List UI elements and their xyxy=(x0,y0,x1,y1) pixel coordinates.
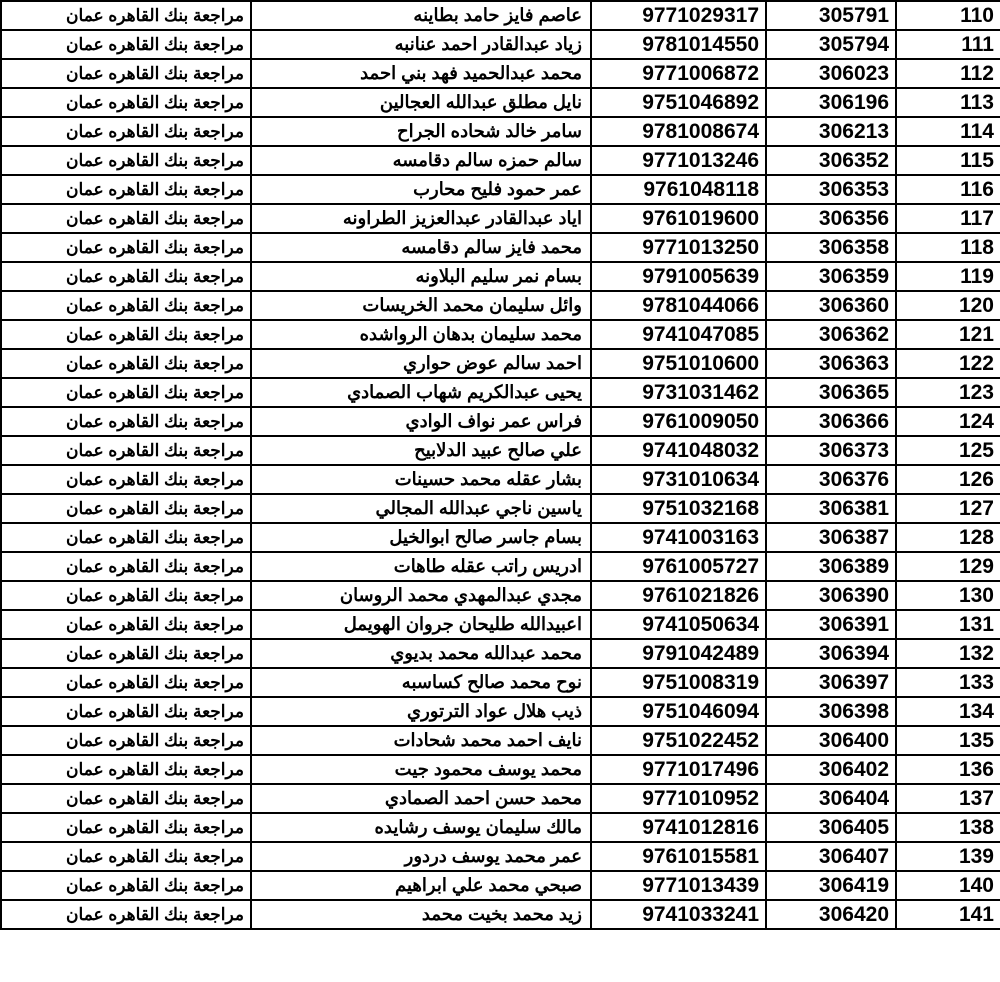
id-number-cell: 306402 xyxy=(766,755,896,784)
id-number-cell: 306356 xyxy=(766,204,896,233)
table-row xyxy=(1,349,1000,378)
name-cell: اعبيدالله طليحان جروان الهويمل xyxy=(251,610,591,639)
office-cell: مراجعة بنك القاهره عمان xyxy=(1,639,251,668)
id-number-cell: 306373 xyxy=(766,436,896,465)
serial-number-cell: 137 xyxy=(896,784,1000,813)
name-cell: سامر خالد شحاده الجراح xyxy=(251,117,591,146)
serial-number-cell: 141 xyxy=(896,900,1000,929)
id-number-cell: 306213 xyxy=(766,117,896,146)
id-number-cell: 306390 xyxy=(766,581,896,610)
national-number-cell: 9731031462 xyxy=(591,378,766,407)
id-number-cell: 306366 xyxy=(766,407,896,436)
office-cell: مراجعة بنك القاهره عمان xyxy=(1,30,251,59)
serial-number-cell: 140 xyxy=(896,871,1000,900)
name-cell: عمر حمود فليح محارب xyxy=(251,175,591,204)
office-cell: مراجعة بنك القاهره عمان xyxy=(1,755,251,784)
id-number-cell: 306360 xyxy=(766,291,896,320)
id-number-cell: 306358 xyxy=(766,233,896,262)
name-cell: محمد عبدالحميد فهد بني احمد xyxy=(251,59,591,88)
national-number-cell: 9751046892 xyxy=(591,88,766,117)
serial-number-cell: 112 xyxy=(896,59,1000,88)
serial-number-cell: 132 xyxy=(896,639,1000,668)
serial-number-cell: 121 xyxy=(896,320,1000,349)
national-number-cell: 9761015581 xyxy=(591,842,766,871)
name-cell: بسام جاسر صالح ابوالخيل xyxy=(251,523,591,552)
id-number-cell: 306397 xyxy=(766,668,896,697)
serial-number-cell: 126 xyxy=(896,465,1000,494)
name-cell: محمد حسن احمد الصمادي xyxy=(251,784,591,813)
name-cell: بشار عقله محمد حسينات xyxy=(251,465,591,494)
id-number-cell: 306400 xyxy=(766,726,896,755)
table-row xyxy=(1,30,1000,59)
office-cell: مراجعة بنك القاهره عمان xyxy=(1,59,251,88)
national-number-cell: 9771013439 xyxy=(591,871,766,900)
office-cell: مراجعة بنك القاهره عمان xyxy=(1,465,251,494)
serial-number-cell: 117 xyxy=(896,204,1000,233)
national-number-cell: 9751022452 xyxy=(591,726,766,755)
id-number-cell: 306391 xyxy=(766,610,896,639)
table-row xyxy=(1,1,1000,30)
name-cell: مالك سليمان يوسف رشايده xyxy=(251,813,591,842)
id-number-cell: 306404 xyxy=(766,784,896,813)
office-cell: مراجعة بنك القاهره عمان xyxy=(1,494,251,523)
serial-number-cell: 118 xyxy=(896,233,1000,262)
office-cell: مراجعة بنك القاهره عمان xyxy=(1,378,251,407)
name-cell: فراس عمر نواف الوادي xyxy=(251,407,591,436)
national-number-cell: 9791005639 xyxy=(591,262,766,291)
serial-number-cell: 124 xyxy=(896,407,1000,436)
office-cell: مراجعة بنك القاهره عمان xyxy=(1,349,251,378)
table-row xyxy=(1,581,1000,610)
name-cell: ياسين ناجي عبدالله المجالي xyxy=(251,494,591,523)
name-cell: عاصم فايز حامد بطاينه xyxy=(251,1,591,30)
national-number-cell: 9731010634 xyxy=(591,465,766,494)
serial-number-cell: 127 xyxy=(896,494,1000,523)
national-number-cell: 9741012816 xyxy=(591,813,766,842)
national-number-cell: 9751010600 xyxy=(591,349,766,378)
name-cell: محمد عبدالله محمد بديوي xyxy=(251,639,591,668)
serial-number-cell: 131 xyxy=(896,610,1000,639)
office-cell: مراجعة بنك القاهره عمان xyxy=(1,1,251,30)
name-cell: ادريس راتب عقله طاهات xyxy=(251,552,591,581)
table-row xyxy=(1,291,1000,320)
office-cell: مراجعة بنك القاهره عمان xyxy=(1,842,251,871)
table-row xyxy=(1,59,1000,88)
table-row xyxy=(1,697,1000,726)
id-number-cell: 306352 xyxy=(766,146,896,175)
serial-number-cell: 123 xyxy=(896,378,1000,407)
name-cell: محمد فايز سالم دقامسه xyxy=(251,233,591,262)
id-number-cell: 306394 xyxy=(766,639,896,668)
table-row xyxy=(1,726,1000,755)
table-row xyxy=(1,900,1000,929)
national-number-cell: 9771006872 xyxy=(591,59,766,88)
table-row xyxy=(1,436,1000,465)
name-cell: محمد سليمان بدهان الرواشده xyxy=(251,320,591,349)
serial-number-cell: 130 xyxy=(896,581,1000,610)
id-number-cell: 305794 xyxy=(766,30,896,59)
office-cell: مراجعة بنك القاهره عمان xyxy=(1,407,251,436)
id-number-cell: 305791 xyxy=(766,1,896,30)
table-row xyxy=(1,378,1000,407)
national-number-cell: 9751008319 xyxy=(591,668,766,697)
office-cell: مراجعة بنك القاهره عمان xyxy=(1,233,251,262)
name-cell: محمد يوسف محمود جيت xyxy=(251,755,591,784)
table-row xyxy=(1,552,1000,581)
national-number-cell: 9741050634 xyxy=(591,610,766,639)
id-number-cell: 306407 xyxy=(766,842,896,871)
id-number-cell: 306353 xyxy=(766,175,896,204)
office-cell: مراجعة بنك القاهره عمان xyxy=(1,581,251,610)
name-cell: مجدي عبدالمهدي محمد الروسان xyxy=(251,581,591,610)
name-cell: علي صالح عبيد الدلابيح xyxy=(251,436,591,465)
national-number-cell: 9761021826 xyxy=(591,581,766,610)
name-cell: احمد سالم عوض حواري xyxy=(251,349,591,378)
national-number-cell: 9771017496 xyxy=(591,755,766,784)
national-number-cell: 9741003163 xyxy=(591,523,766,552)
table-row xyxy=(1,407,1000,436)
table-row xyxy=(1,639,1000,668)
table-row xyxy=(1,262,1000,291)
id-number-cell: 306405 xyxy=(766,813,896,842)
id-number-cell: 306365 xyxy=(766,378,896,407)
national-number-cell: 9761019600 xyxy=(591,204,766,233)
name-cell: نايل مطلق عبدالله العجالين xyxy=(251,88,591,117)
office-cell: مراجعة بنك القاهره عمان xyxy=(1,523,251,552)
national-number-cell: 9751046094 xyxy=(591,697,766,726)
name-cell: صبحي محمد علي ابراهيم xyxy=(251,871,591,900)
office-cell: مراجعة بنك القاهره عمان xyxy=(1,436,251,465)
national-number-cell: 9781014550 xyxy=(591,30,766,59)
national-number-cell: 9771010952 xyxy=(591,784,766,813)
office-cell: مراجعة بنك القاهره عمان xyxy=(1,117,251,146)
table-row xyxy=(1,175,1000,204)
office-cell: مراجعة بنك القاهره عمان xyxy=(1,204,251,233)
national-number-cell: 9761048118 xyxy=(591,175,766,204)
name-cell: نايف احمد محمد شحادات xyxy=(251,726,591,755)
serial-number-cell: 116 xyxy=(896,175,1000,204)
id-number-cell: 306387 xyxy=(766,523,896,552)
table-row xyxy=(1,668,1000,697)
national-number-cell: 9791042489 xyxy=(591,639,766,668)
office-cell: مراجعة بنك القاهره عمان xyxy=(1,610,251,639)
office-cell: مراجعة بنك القاهره عمان xyxy=(1,262,251,291)
serial-number-cell: 133 xyxy=(896,668,1000,697)
serial-number-cell: 134 xyxy=(896,697,1000,726)
name-cell: نوح محمد صالح كساسبه xyxy=(251,668,591,697)
table-row xyxy=(1,204,1000,233)
id-number-cell: 306420 xyxy=(766,900,896,929)
national-number-cell: 9761005727 xyxy=(591,552,766,581)
national-number-cell: 9781008674 xyxy=(591,117,766,146)
name-cell: يحيى عبدالكريم شهاب الصمادي xyxy=(251,378,591,407)
id-number-cell: 306389 xyxy=(766,552,896,581)
id-number-cell: 306196 xyxy=(766,88,896,117)
serial-number-cell: 136 xyxy=(896,755,1000,784)
national-number-cell: 9741047085 xyxy=(591,320,766,349)
office-cell: مراجعة بنك القاهره عمان xyxy=(1,900,251,929)
id-number-cell: 306419 xyxy=(766,871,896,900)
table-row xyxy=(1,494,1000,523)
table-body xyxy=(1,1,1000,929)
name-cell: وائل سليمان محمد الخريسات xyxy=(251,291,591,320)
table-row xyxy=(1,813,1000,842)
national-number-cell: 9781044066 xyxy=(591,291,766,320)
name-cell: زيد محمد بخيت محمد xyxy=(251,900,591,929)
serial-number-cell: 129 xyxy=(896,552,1000,581)
national-number-cell: 9741033241 xyxy=(591,900,766,929)
table-row xyxy=(1,233,1000,262)
serial-number-cell: 111 xyxy=(896,30,1000,59)
table-row xyxy=(1,523,1000,552)
office-cell: مراجعة بنك القاهره عمان xyxy=(1,88,251,117)
id-number-cell: 306376 xyxy=(766,465,896,494)
id-number-cell: 306381 xyxy=(766,494,896,523)
serial-number-cell: 115 xyxy=(896,146,1000,175)
name-cell: زياد عبدالقادر احمد عنانبه xyxy=(251,30,591,59)
id-number-cell: 306362 xyxy=(766,320,896,349)
table-row xyxy=(1,842,1000,871)
serial-number-cell: 139 xyxy=(896,842,1000,871)
name-cell: اياد عبدالقادر عبدالعزيز الطراونه xyxy=(251,204,591,233)
serial-number-cell: 122 xyxy=(896,349,1000,378)
table-row xyxy=(1,320,1000,349)
national-number-cell: 9751032168 xyxy=(591,494,766,523)
id-number-cell: 306359 xyxy=(766,262,896,291)
serial-number-cell: 119 xyxy=(896,262,1000,291)
office-cell: مراجعة بنك القاهره عمان xyxy=(1,668,251,697)
name-cell: بسام نمر سليم البلاونه xyxy=(251,262,591,291)
table-row xyxy=(1,784,1000,813)
national-number-cell: 9771029317 xyxy=(591,1,766,30)
office-cell: مراجعة بنك القاهره عمان xyxy=(1,784,251,813)
office-cell: مراجعة بنك القاهره عمان xyxy=(1,813,251,842)
table-row xyxy=(1,88,1000,117)
table-row xyxy=(1,465,1000,494)
id-number-cell: 306398 xyxy=(766,697,896,726)
office-cell: مراجعة بنك القاهره عمان xyxy=(1,871,251,900)
national-number-cell: 9771013246 xyxy=(591,146,766,175)
national-number-cell: 9741048032 xyxy=(591,436,766,465)
office-cell: مراجعة بنك القاهره عمان xyxy=(1,726,251,755)
name-cell: سالم حمزه سالم دقامسه xyxy=(251,146,591,175)
name-cell: ذيب هلال عواد الترتوري xyxy=(251,697,591,726)
serial-number-cell: 113 xyxy=(896,88,1000,117)
table-row xyxy=(1,755,1000,784)
table-row xyxy=(1,871,1000,900)
name-cell: عمر محمد يوسف دردور xyxy=(251,842,591,871)
office-cell: مراجعة بنك القاهره عمان xyxy=(1,320,251,349)
id-number-cell: 306023 xyxy=(766,59,896,88)
serial-number-cell: 128 xyxy=(896,523,1000,552)
national-number-cell: 9771013250 xyxy=(591,233,766,262)
national-number-cell: 9761009050 xyxy=(591,407,766,436)
office-cell: مراجعة بنك القاهره عمان xyxy=(1,291,251,320)
id-number-cell: 306363 xyxy=(766,349,896,378)
office-cell: مراجعة بنك القاهره عمان xyxy=(1,146,251,175)
table-row xyxy=(1,117,1000,146)
serial-number-cell: 120 xyxy=(896,291,1000,320)
table-row xyxy=(1,146,1000,175)
office-cell: مراجعة بنك القاهره عمان xyxy=(1,552,251,581)
table-row xyxy=(1,610,1000,639)
serial-number-cell: 125 xyxy=(896,436,1000,465)
serial-number-cell: 110 xyxy=(896,1,1000,30)
office-cell: مراجعة بنك القاهره عمان xyxy=(1,697,251,726)
office-cell: مراجعة بنك القاهره عمان xyxy=(1,175,251,204)
serial-number-cell: 114 xyxy=(896,117,1000,146)
serial-number-cell: 138 xyxy=(896,813,1000,842)
serial-number-cell: 135 xyxy=(896,726,1000,755)
